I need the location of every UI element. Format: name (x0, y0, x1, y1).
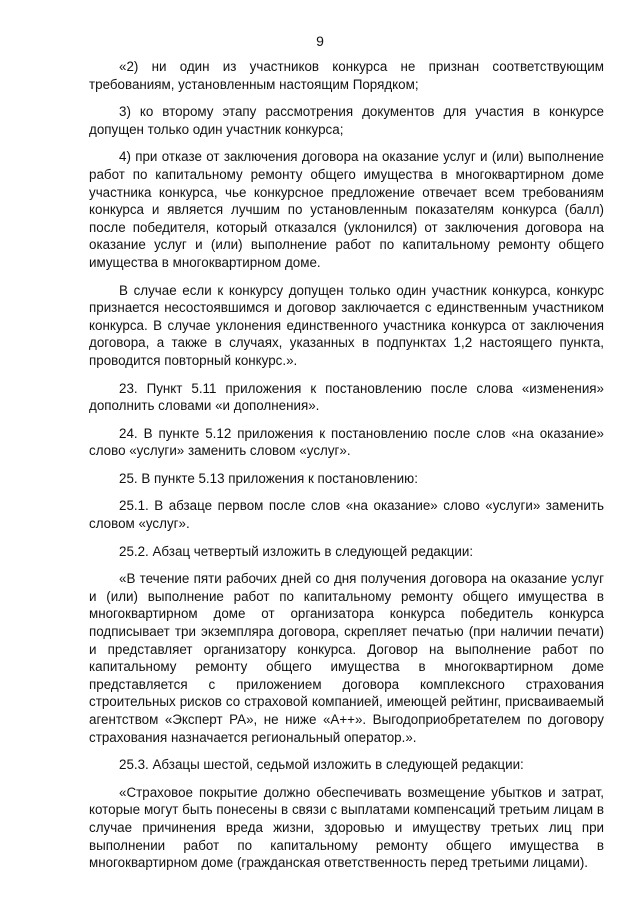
document-body (89, 58, 604, 882)
paragraph: 23. Пункт 5.11 приложения к постановлению после слова «изменения» дополнить словами «и дополнения». (89, 380, 604, 414)
paragraph: 25. В пункте 5.13 приложения к постановлению: (119, 470, 418, 486)
paragraph: «2) ни один из участников конкурса не признан соответствующим требованиям, установленным настоящим Порядком; (89, 59, 604, 92)
paragraph: «Страховое покрытие должно обеспечивать возмещение убытков и затрат, которые могут быть понесены в связи с выплатами компенсаций третьим лицам в случае причинения вреда жизни, здоровью и имуществу третьих лиц при выполнении работ по капитальному ремонту общего имущества в многоквартирном доме (гражданская ответственность перед третьими лицами). (89, 784, 604, 871)
paragraph: 25.1. В абзаце первом после слов «на оказание» слово «услуги» заменить словом «услуг». (89, 498, 604, 532)
paragraph: 25.3. Абзацы шестой, седьмой изложить в следующей редакции: (119, 757, 524, 773)
paragraph: 3) ко второму этапу рассмотрения документов для участия в конкурсе допущен только один участник конкурса; (89, 104, 604, 137)
paragraph: «В течение пяти рабочих дней со дня получения договора на оказание услуг и (или) выполнение работ по капитальному ремонту общего имущества в многоквартирном доме от организатора конкурса победитель конкурса подписывает три экземпляра договора, скрепляет печатью (при наличии печати) и представляет организатору конкурса. Договор на выполнение работ по капитальному ремонту общего имущества в многоквартирном доме представляется с приложением договора комплексного страхования строительных рисков со страховой компанией, имеющей рейтинг, присваиваемый агентством «Эксперт РА», не ниже «А++». Выгодоприобретателем по договору страхования назначается региональный оператор.». (89, 571, 604, 745)
page-number: 9 (316, 33, 324, 49)
paragraph: 24. В пункте 5.12 приложения к постановлению после слов «на оказание» слово «услуги» заменить словом «услуг». (89, 425, 604, 459)
paragraph: 25.2. Абзац четвертый изложить в следующей редакции: (119, 543, 474, 559)
paragraph: 4) при отказе от заключения договора на оказание услуг и (или) выполнение работ по капитальному ремонту общего имущества в многоквартирном доме участника конкурса, чье конкурсное предложение отвечает всем требованиям конкурса и является лучшим по установленным показателям конкурса (балл) после победителя, который отказался (уклонился) от заключения договора на оказание услуг и (или) выполнение работ по капитальному ремонту общего имущества в многоквартирном доме. (89, 149, 604, 270)
paragraph: В случае если к конкурсу допущен только один участник конкурса, конкурс признается несостоявшимся и договор заключается с единственным участником конкурса. В случае уклонения единственного участника конкурса от заключения договора, а также в случаях, указанных в подпунктах 1,2 настоящего пункта, проводится повторный конкурс.». (89, 282, 604, 368)
